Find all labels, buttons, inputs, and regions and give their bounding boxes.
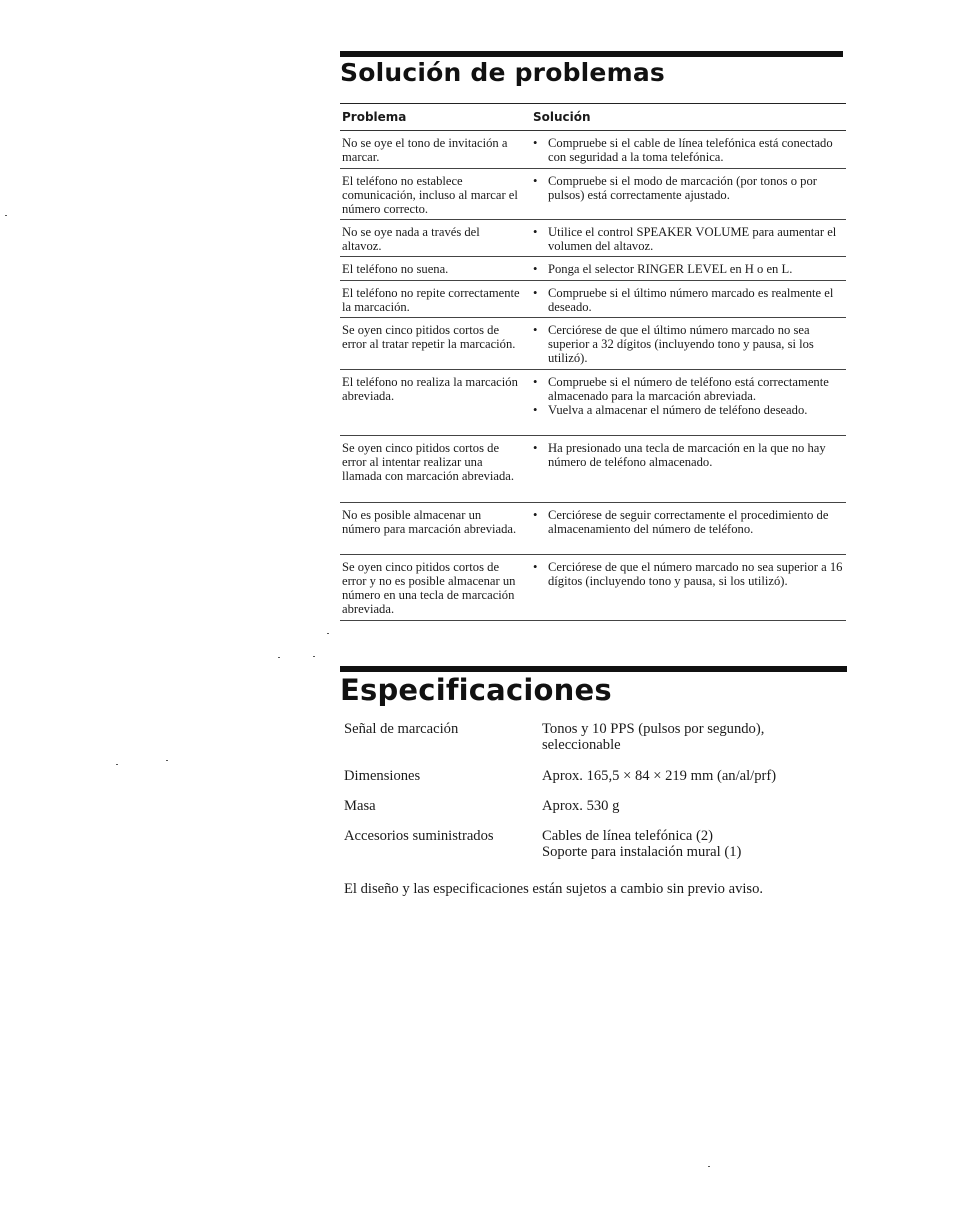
solution-item: • Cerciórese de que el número marcado no sea superior a 16 dígitos (incluyendo tono y pausa, si los utilizó). bbox=[533, 560, 843, 588]
solution-list bbox=[533, 136, 845, 164]
problem-text: No se oye nada a través del altavoz. bbox=[342, 225, 480, 253]
problem-text: Se oyen cinco pitidos cortos de error al intentar realizar una llamada con marcación abreviada. bbox=[342, 441, 515, 483]
table-row bbox=[340, 318, 846, 370]
solution-list bbox=[533, 560, 845, 588]
scan-speck bbox=[5, 215, 7, 216]
table-row bbox=[340, 436, 846, 503]
table-row bbox=[340, 257, 846, 281]
troubleshooting-table bbox=[340, 103, 846, 621]
solution-item: • Ha presionado una tecla de marcación en la que no hay número de teléfono almacenado. bbox=[533, 441, 826, 469]
solution-list bbox=[533, 375, 845, 417]
solution-list bbox=[533, 262, 845, 276]
spec-label: Señal de marcación bbox=[344, 721, 459, 737]
table-row bbox=[340, 169, 846, 220]
spec-value: Tonos y 10 PPS (pulsos por segundo), seleccionable bbox=[542, 721, 765, 753]
solution-item: • Compruebe si el cable de línea telefónica está conectado con seguridad a la toma telefónica. bbox=[533, 136, 833, 164]
bullet-icon: • bbox=[533, 323, 538, 337]
solution-item: • Compruebe si el último número marcado es realmente el deseado. bbox=[533, 286, 834, 314]
table-row bbox=[340, 131, 846, 169]
section-title-specifications: Especificaciones bbox=[340, 673, 612, 707]
bullet-icon: • bbox=[533, 403, 538, 417]
problem-text: Se oyen cinco pitidos cortos de error y no es posible almacenar un número en una tecla de marcación abreviada. bbox=[342, 560, 516, 616]
table-row bbox=[340, 281, 846, 318]
scan-speck bbox=[278, 657, 280, 658]
problem-text: El teléfono no suena. bbox=[342, 262, 449, 276]
section-title-troubleshooting: Solución de problemas bbox=[340, 58, 665, 87]
problem-text: El teléfono no establece comunicación, incluso al marcar el número correcto. bbox=[342, 174, 518, 216]
solution-list bbox=[533, 441, 845, 469]
table-row bbox=[340, 370, 846, 436]
table-row bbox=[340, 555, 846, 621]
scan-speck bbox=[708, 1166, 710, 1167]
solution-item: • Cerciórese de seguir correctamente el procedimiento de almacenamiento del número de teléfono. bbox=[533, 508, 829, 536]
bullet-icon: • bbox=[533, 441, 538, 455]
table-row bbox=[340, 503, 846, 555]
scan-speck bbox=[313, 656, 315, 657]
solution-item: • Compruebe si el modo de marcación (por tonos o por pulsos) está correctamente ajustado. bbox=[533, 174, 817, 202]
bullet-icon: • bbox=[533, 225, 538, 239]
bullet-icon: • bbox=[533, 508, 538, 522]
solution-item: • Vuelva a almacenar el número de teléfono deseado. bbox=[533, 403, 808, 417]
spec-value: Aprox. 530 g bbox=[542, 798, 620, 814]
problem-text: El teléfono no repite correctamente la marcación. bbox=[342, 286, 520, 314]
solution-item: • Utilice el control SPEAKER VOLUME para aumentar el volumen del altavoz. bbox=[533, 225, 837, 253]
problem-text: No se oye el tono de invitación a marcar. bbox=[342, 136, 508, 164]
bullet-icon: • bbox=[533, 174, 538, 188]
column-header-solution: Solución bbox=[533, 110, 591, 124]
spec-label: Dimensiones bbox=[344, 768, 421, 784]
bullet-icon: • bbox=[533, 560, 538, 574]
solution-list bbox=[533, 286, 845, 314]
bullet-icon: • bbox=[533, 262, 538, 276]
table-row bbox=[340, 220, 846, 257]
bullet-icon: • bbox=[533, 375, 538, 389]
solution-list bbox=[533, 174, 845, 202]
problem-text: El teléfono no realiza la marcación abreviada. bbox=[342, 375, 518, 403]
spec-value: Aprox. 165,5 × 84 × 219 mm (an/al/prf) bbox=[542, 768, 777, 784]
table-header bbox=[340, 103, 846, 131]
spec-label: Masa bbox=[344, 798, 376, 814]
solution-item: • Compruebe si el número de teléfono está correctamente almacenado para la marcación abreviada. bbox=[533, 375, 829, 403]
section-rule-specifications bbox=[340, 666, 847, 672]
scan-speck bbox=[116, 764, 118, 765]
problem-text: Se oyen cinco pitidos cortos de error al tratar repetir la marcación. bbox=[342, 323, 516, 351]
solution-list bbox=[533, 225, 845, 253]
spec-value: Cables de línea telefónica (2) Soporte para instalación mural (1) bbox=[542, 828, 742, 860]
solution-item: • Ponga el selector RINGER LEVEL en H o en L. bbox=[533, 262, 793, 276]
column-header-problem: Problema bbox=[342, 110, 407, 124]
solution-list bbox=[533, 323, 845, 365]
section-rule-troubleshooting bbox=[340, 51, 843, 57]
disclaimer-note: El diseño y las especificaciones están sujetos a cambio sin previo aviso. bbox=[344, 881, 764, 897]
spec-label: Accesorios suministrados bbox=[344, 828, 494, 844]
bullet-icon: • bbox=[533, 286, 538, 300]
scan-speck bbox=[327, 633, 329, 634]
solution-item: • Cerciórese de que el último número marcado no sea superior a 32 dígitos (incluyendo tono y pausa, si los utilizó). bbox=[533, 323, 814, 365]
scan-speck bbox=[166, 760, 168, 761]
problem-text: No es posible almacenar un número para marcación abreviada. bbox=[342, 508, 517, 536]
solution-list bbox=[533, 508, 845, 536]
bullet-icon: • bbox=[533, 136, 538, 150]
